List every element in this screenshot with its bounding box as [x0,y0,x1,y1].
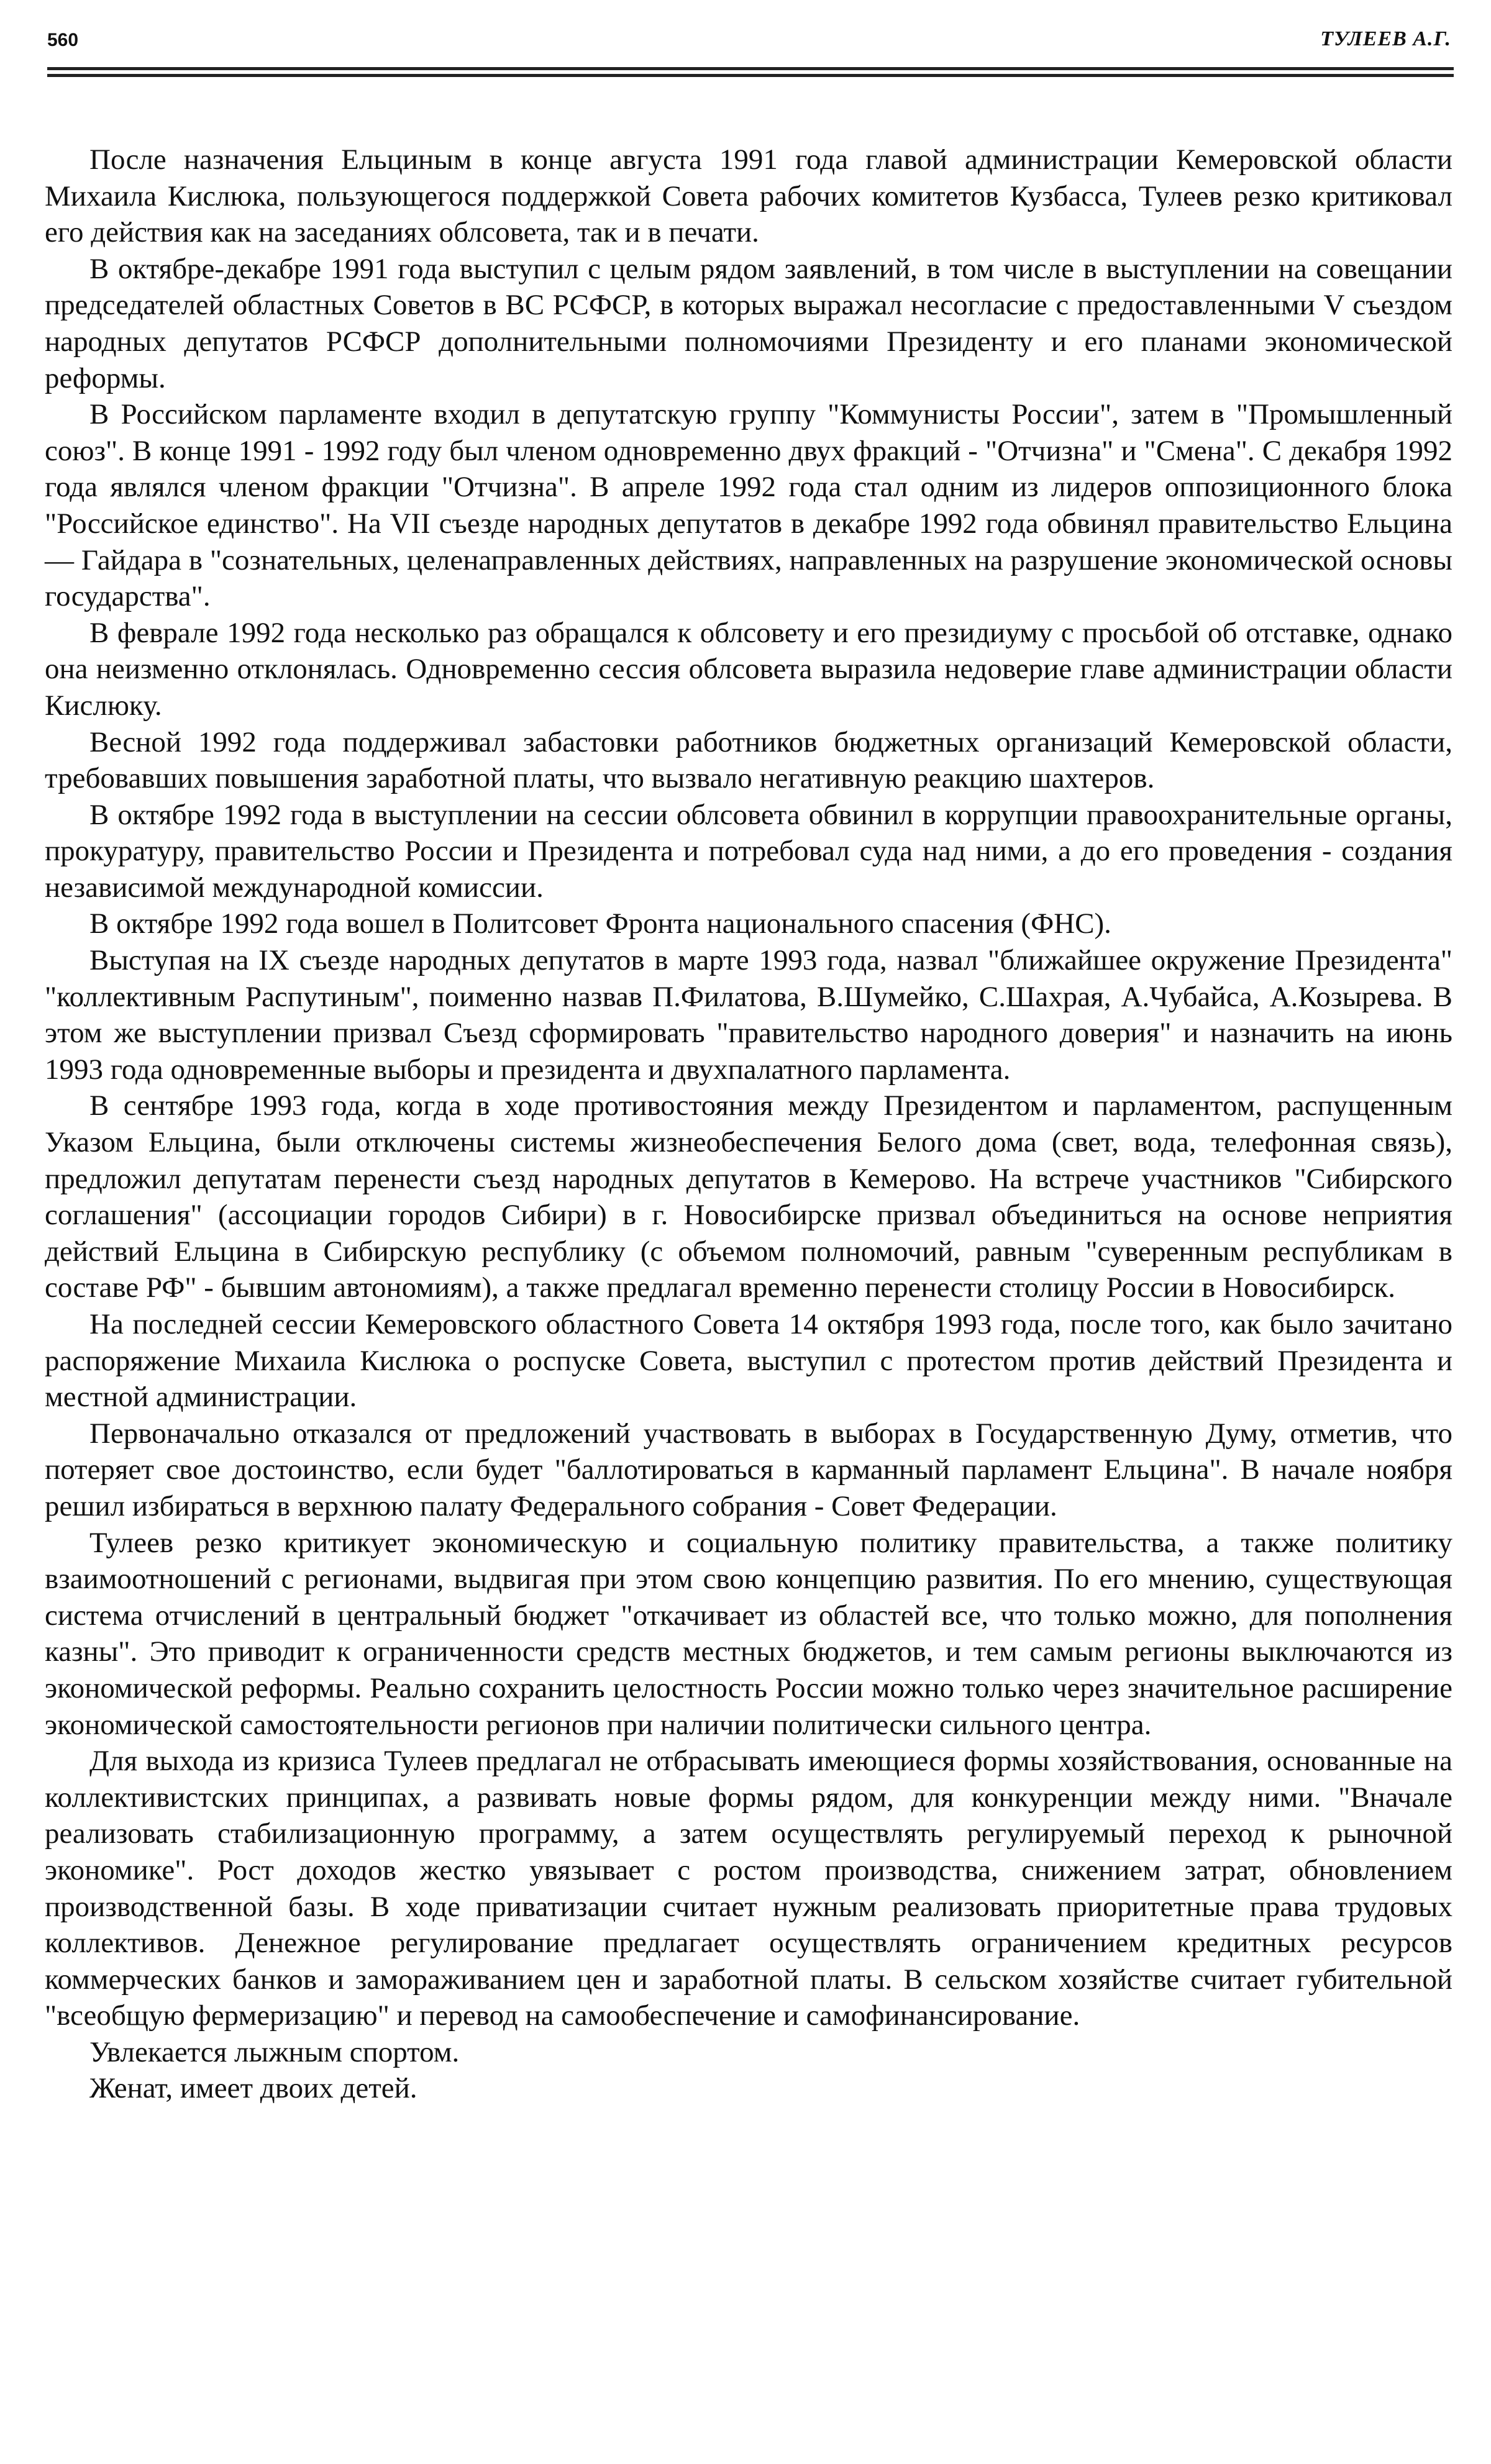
page-number: 560 [47,30,79,50]
running-title: ТУЛЕЕВ А.Г. [1320,27,1451,50]
paragraph: В октябре 1992 года вошел в Политсовет Фронта национального спасения (ФНС). [89,907,1111,940]
header-rule-top [47,67,1454,70]
paragraph: В октябре 1992 года в выступлении на сессии облсовета обвинил в коррупции правоохранительные органы, прокуратуру, правительство России и Президента и потребовал суда над ними, а до его проведения - создания независимой международной комиссии. [45,798,1452,904]
paragraph: Первоначально отказался от предложений участвовать в выборах в Государственную Думу, отметив, что потеряет свое достоинство, если будет "баллотироваться в карманный парламент Ельцина". В начале ноября решил избираться в верхнюю палату Федерального собрания - Совет Федерации. [45,1417,1452,1522]
paragraph: Женат, имеет двоих детей. [89,2072,417,2105]
paragraph: В сентябре 1993 года, когда в ходе противостояния между Президентом и парламентом, распущенным Указом Ельцина, были отключены системы жизнеобеспечения Белого дома (свет, вода, телефонная связь), предложил депутатам перенести съезд народных депутатов в Кемерово. На встрече участников "Сибирского соглашения" (ассоциации городов Сибири) в г. Новосибирске призвал объединиться на основе неприятия действий Ельцина в Сибирскую республику (с объемом полномочий, равным "суверенным республикам в составе РФ" - бывшим автономиям), а также предлагал временно перенести столицу России в Новосибирск. [45,1089,1452,1304]
paragraph: После назначения Ельциным в конце августа 1991 года главой администрации Кемеровской области Михаила Кислюка, пользующегося поддержкой Совета рабочих комитетов Кузбасса, Тулеев резко критиковал его действия как на заседаниях облсовета, так и в печати. [45,143,1452,249]
paragraph: Весной 1992 года поддерживал забастовки работников бюджетных организаций Кемеровской области, требовавших повышения заработной платы, что вызвало негативную реакцию шахтеров. [45,725,1452,795]
paragraph: Для выхода из кризиса Тулеев предлагал не отбрасывать имеющиеся формы хозяйствования, основанные на коллективистских принципах, а развивать новые формы рядом, для конкуренции между ними. "Вначале реализовать стабилизационную программу, а затем осуществлять регулируемый переход к рыночной экономике". Рост доходов жестко увязывает с ростом производства, снижением затрат, обновлением производственной базы. В ходе приватизации считает нужным реализовать приоритетные права трудовых коллективов. Денежное регулирование предлагает осуществлять ограничением кредитных ресурсов коммерческих банков и замораживанием цен и заработной платы. В сельском хозяйстве считает губительной "всеобщую фермеризацию" и перевод на самообеспечение и самофинансирование. [45,1745,1452,2032]
paragraph: В октябре-декабре 1991 года выступил с целым рядом заявлений, в том числе в выступлении на совещании председателей областных Советов в ВС РСФСР, в которых выражал несогласие с предоставленными V съездом народных депутатов РСФСР дополнительными полномочиями Президенту и его планами экономической реформы. [45,252,1452,394]
paragraph: На последней сессии Кемеровского областного Совета 14 октября 1993 года, после того, как было зачитано распоряжение Михаила Кислюка о роспуске Совета, выступил с протестом против действий Президента и местной администрации. [45,1308,1452,1414]
paragraph: Выступая на IX съезде народных депутатов в марте 1993 года, назвал "ближайшее окружение Президента" "коллективным Распутиным", поименно назвав П.Филатова, В.Шумейко, С.Шахрая, А.Чубайса, А.Козырева. В этом же выступлении призвал Съезд сформировать "правительство народного доверия" и назначить на июнь 1993 года одновременные выборы и президента и двухпалатного парламента. [45,944,1452,1086]
paragraph: Увлекается лыжным спортом. [89,2035,460,2068]
paragraph: Тулеев резко критикует экономическую и социальную политику правительства, а также политику взаимоотношений с регионами, выдвигая при этом свою концепцию развития. По его мнению, существующая система отчислений в центральный бюджет "откачивает из областей все, что только можно, для пополнения казны". Это приводит к ограниченности средств местных бюджетов, и тем самым регионы выключаются из экономической реформы. Реально сохранить целостность России можно только через значительное расширение экономической самостоятельности регионов при наличии политически сильного центра. [45,1526,1452,1741]
paragraph: В феврале 1992 года несколько раз обращался к облсовету и его президиуму с просьбой об отставке, однако она неизменно отклонялась. Одновременно сессия облсовета выразила недоверие главе администрации области Кислюку. [45,616,1452,722]
paragraph: В Российском парламенте входил в депутатскую группу "Коммунисты России", затем в "Промышленный союз". В конце 1991 - 1992 году был членом одновременно двух фракций - "Отчизна" и "Смена". С декабря 1992 года являлся членом фракции "Отчизна". В апреле 1992 года стал одним из лидеров оппозиционного блока "Российское единство". На VII съезде народных депутатов в декабре 1992 года обвинял правительство Ельцина — Гайдара в "сознательных, целенаправленных действиях, направленных на разрушение экономической основы государства". [45,398,1452,613]
body-text [45,142,1452,2107]
header-rule-bottom [47,74,1454,77]
